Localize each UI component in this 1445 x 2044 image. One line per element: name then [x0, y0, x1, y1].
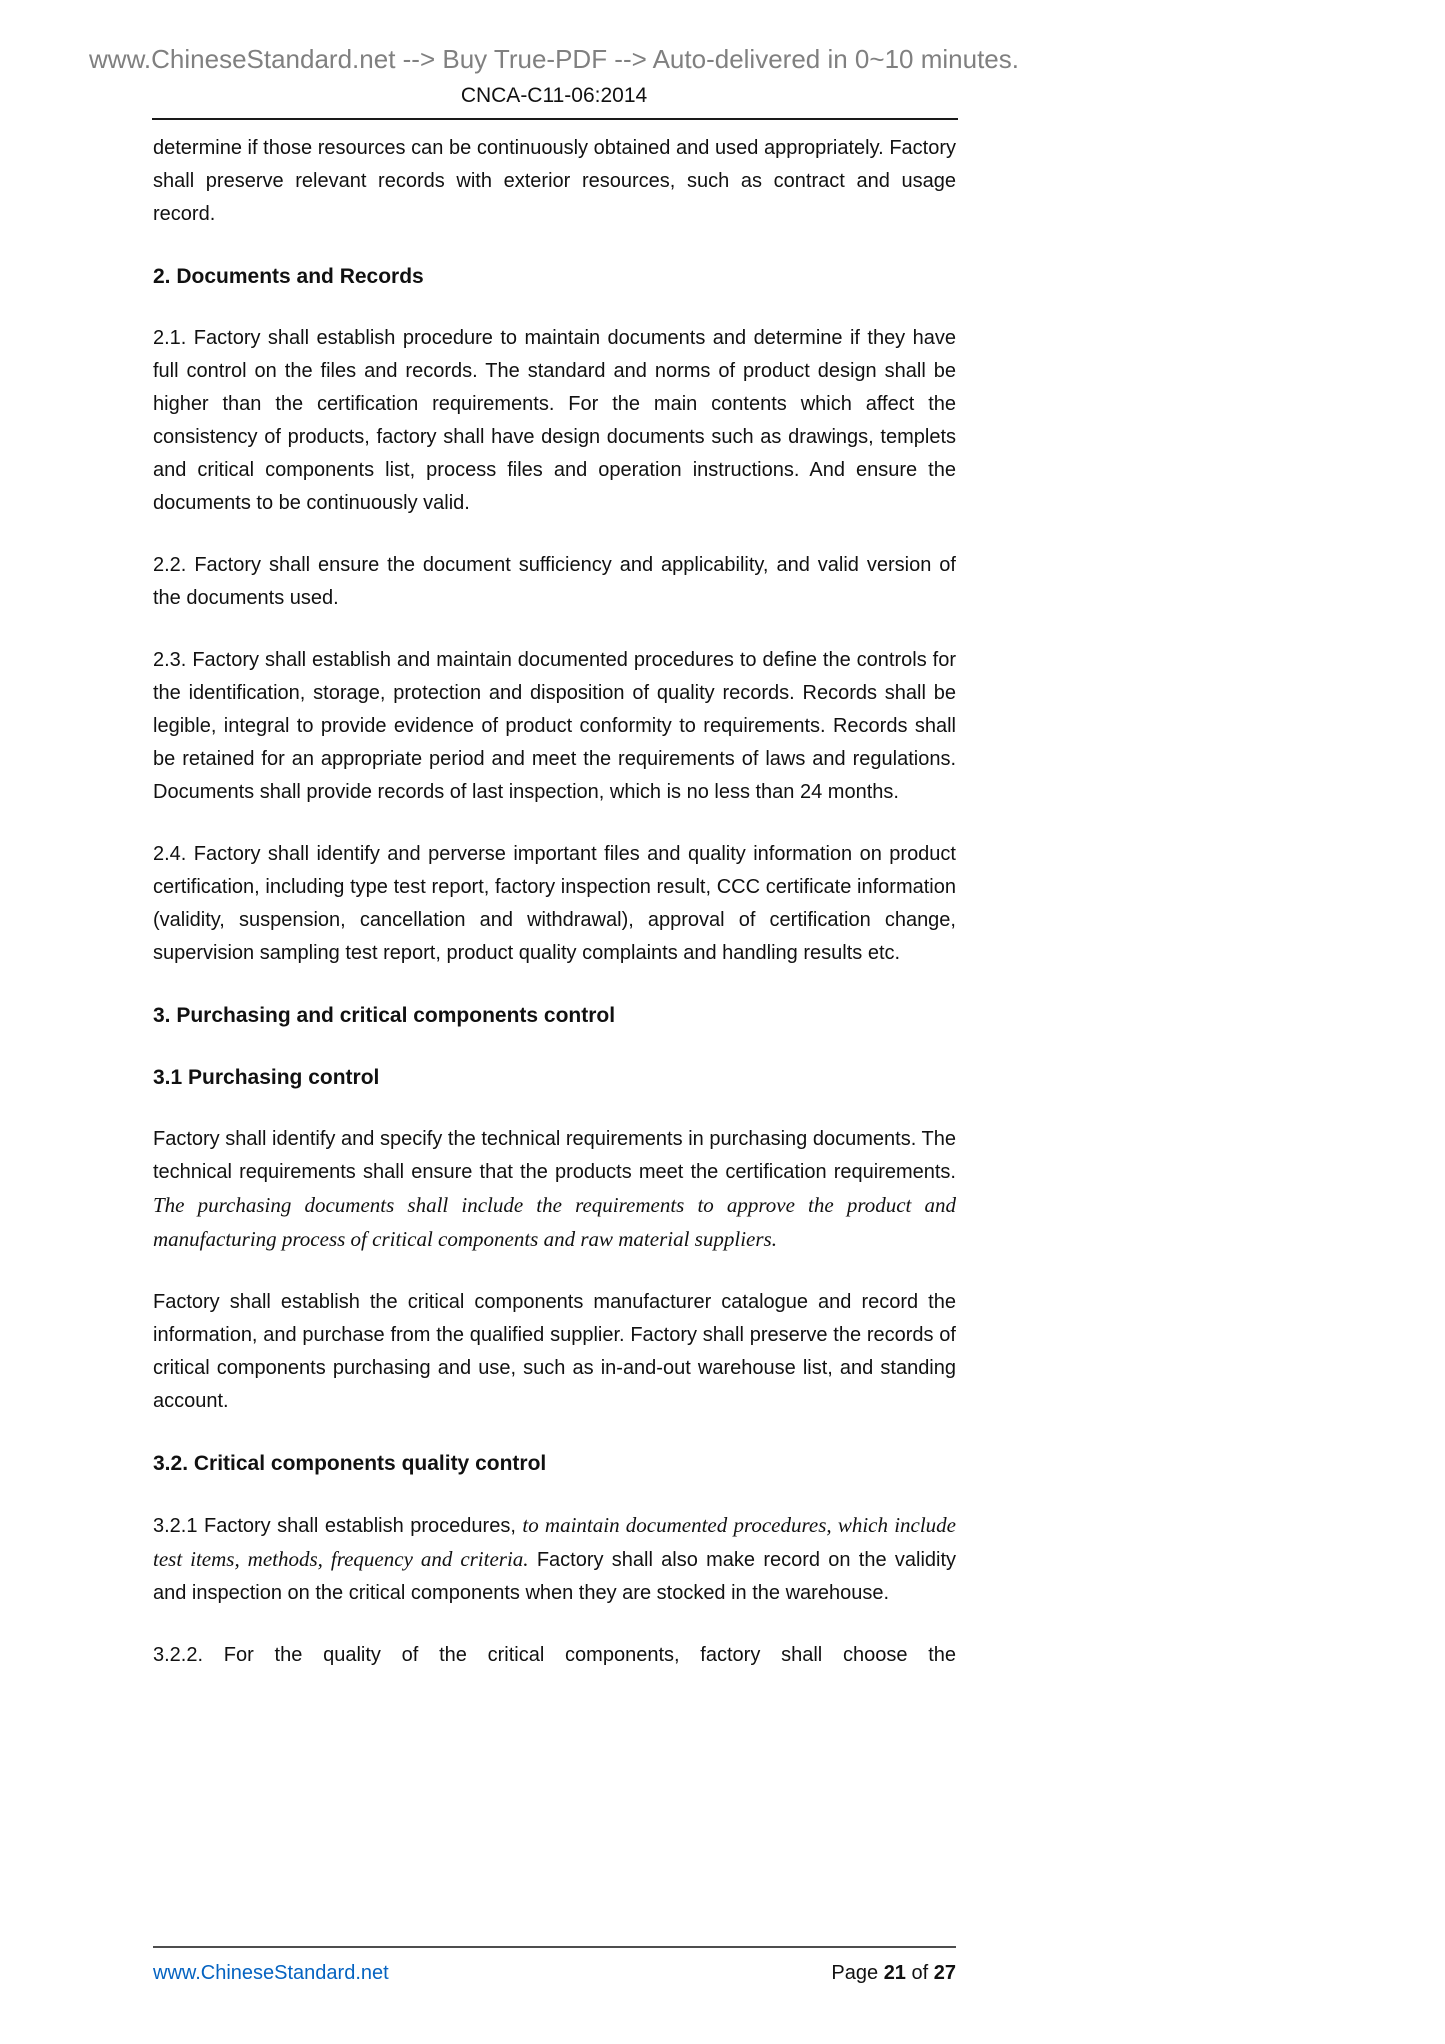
paragraph-3-2-1-italic-run: to maintain documented procedures, which include test items, methods, frequency and criteria. [153, 1513, 956, 1571]
header-promo-link[interactable]: www.ChineseStandard.net --> Buy True-PDF --> Auto-delivered in 0~10 minutes. [89, 44, 1019, 74]
heading-purchasing-control: 3.1 Purchasing control [153, 1066, 380, 1089]
paragraph-3-1-catalogue: Factory shall establish the critical components manufacturer catalogue and record the information, and purchase from the qualified supplier. Factory shall preserve the records of critical components purchasing and use, such as in-and-out warehouse list, and standing account. [153, 1291, 956, 1412]
heading-critical-components-quality-control: 3.2. Critical components quality control [153, 1452, 547, 1475]
paragraph-3-2-2: 3.2.2. For the quality of the critical components, factory shall choose the [153, 1644, 956, 1666]
page-number-label [831, 1962, 956, 1985]
of-word: of [911, 1962, 929, 1984]
page-current-number: 21 [883, 1962, 906, 1984]
paragraph-3-2-1-normal-run-b: Factory shall also make record on the validity and inspection on the critical components when they are stocked in the warehouse. [153, 1549, 957, 1604]
paragraph-3-2-1 [153, 1509, 956, 1610]
document-body [153, 132, 956, 1701]
page-word: Page [831, 1962, 879, 1984]
paragraph-3-1-italic-run: The purchasing documents shall include the requirements to approve the product and manufacturing process of critical components and raw material suppliers. [153, 1193, 956, 1251]
footer [153, 1962, 956, 1985]
paragraph-2-2: 2.2. Factory shall ensure the document sufficiency and applicability, and valid version of the documents used. [153, 554, 956, 609]
heading-documents-and-records: 2. Documents and Records [153, 265, 424, 288]
paragraph-2-1: 2.1. Factory shall establish procedure to maintain documents and determine if they have full control on the files and records. The standard and norms of product design shall be higher than the certification requirements. For the main contents which affect the consistency of products, factory shall have design documents such as drawings, templets and critical components list, process files and operation instructions. And ensure the documents to be continuously valid. [153, 327, 956, 514]
paragraph-3-1-normal-run: Factory shall identify and specify the technical requirements in purchasing documents. The technical requirements shall ensure that the products meet the certification requirements. [153, 1128, 956, 1183]
paragraph-3-2-1-normal-run-a: 3.2.1 Factory shall establish procedures, [153, 1515, 523, 1537]
footer-rule [153, 1946, 956, 1948]
paragraph-2-3: 2.3. Factory shall establish and maintain documented procedures to define the controls for the identification, storage, protection and disposition of quality records. Records shall be legible, integral to provide evidence of product conformity to requirements. Records shall be retained for an appropriate period and meet the requirements of laws and regulations. Documents shall provide records of last inspection, which is no less than 24 months. [153, 649, 956, 803]
paragraph-3-1 [153, 1123, 956, 1257]
paragraph-resources-continuation: determine if those resources can be continuously obtained and used appropriately. Factory shall preserve relevant records with exterior resources, such as contract and usage record. [153, 137, 956, 225]
header-doc-code: CNCA-C11-06:2014 [460, 84, 648, 107]
footer-site-link[interactable]: www.ChineseStandard.net [153, 1962, 389, 1984]
page-total-number: 27 [933, 1962, 956, 1984]
header-rule [152, 118, 958, 120]
paragraph-2-4: 2.4. Factory shall identify and perverse important files and quality information on product certification, including type test report, factory inspection result, CCC certificate information (validity, suspension, cancellation and withdrawal), approval of certification change, supervision sampling test report, product quality complaints and handling results etc. [153, 843, 956, 964]
heading-purchasing-and-critical-components: 3. Purchasing and critical components control [153, 1004, 616, 1027]
